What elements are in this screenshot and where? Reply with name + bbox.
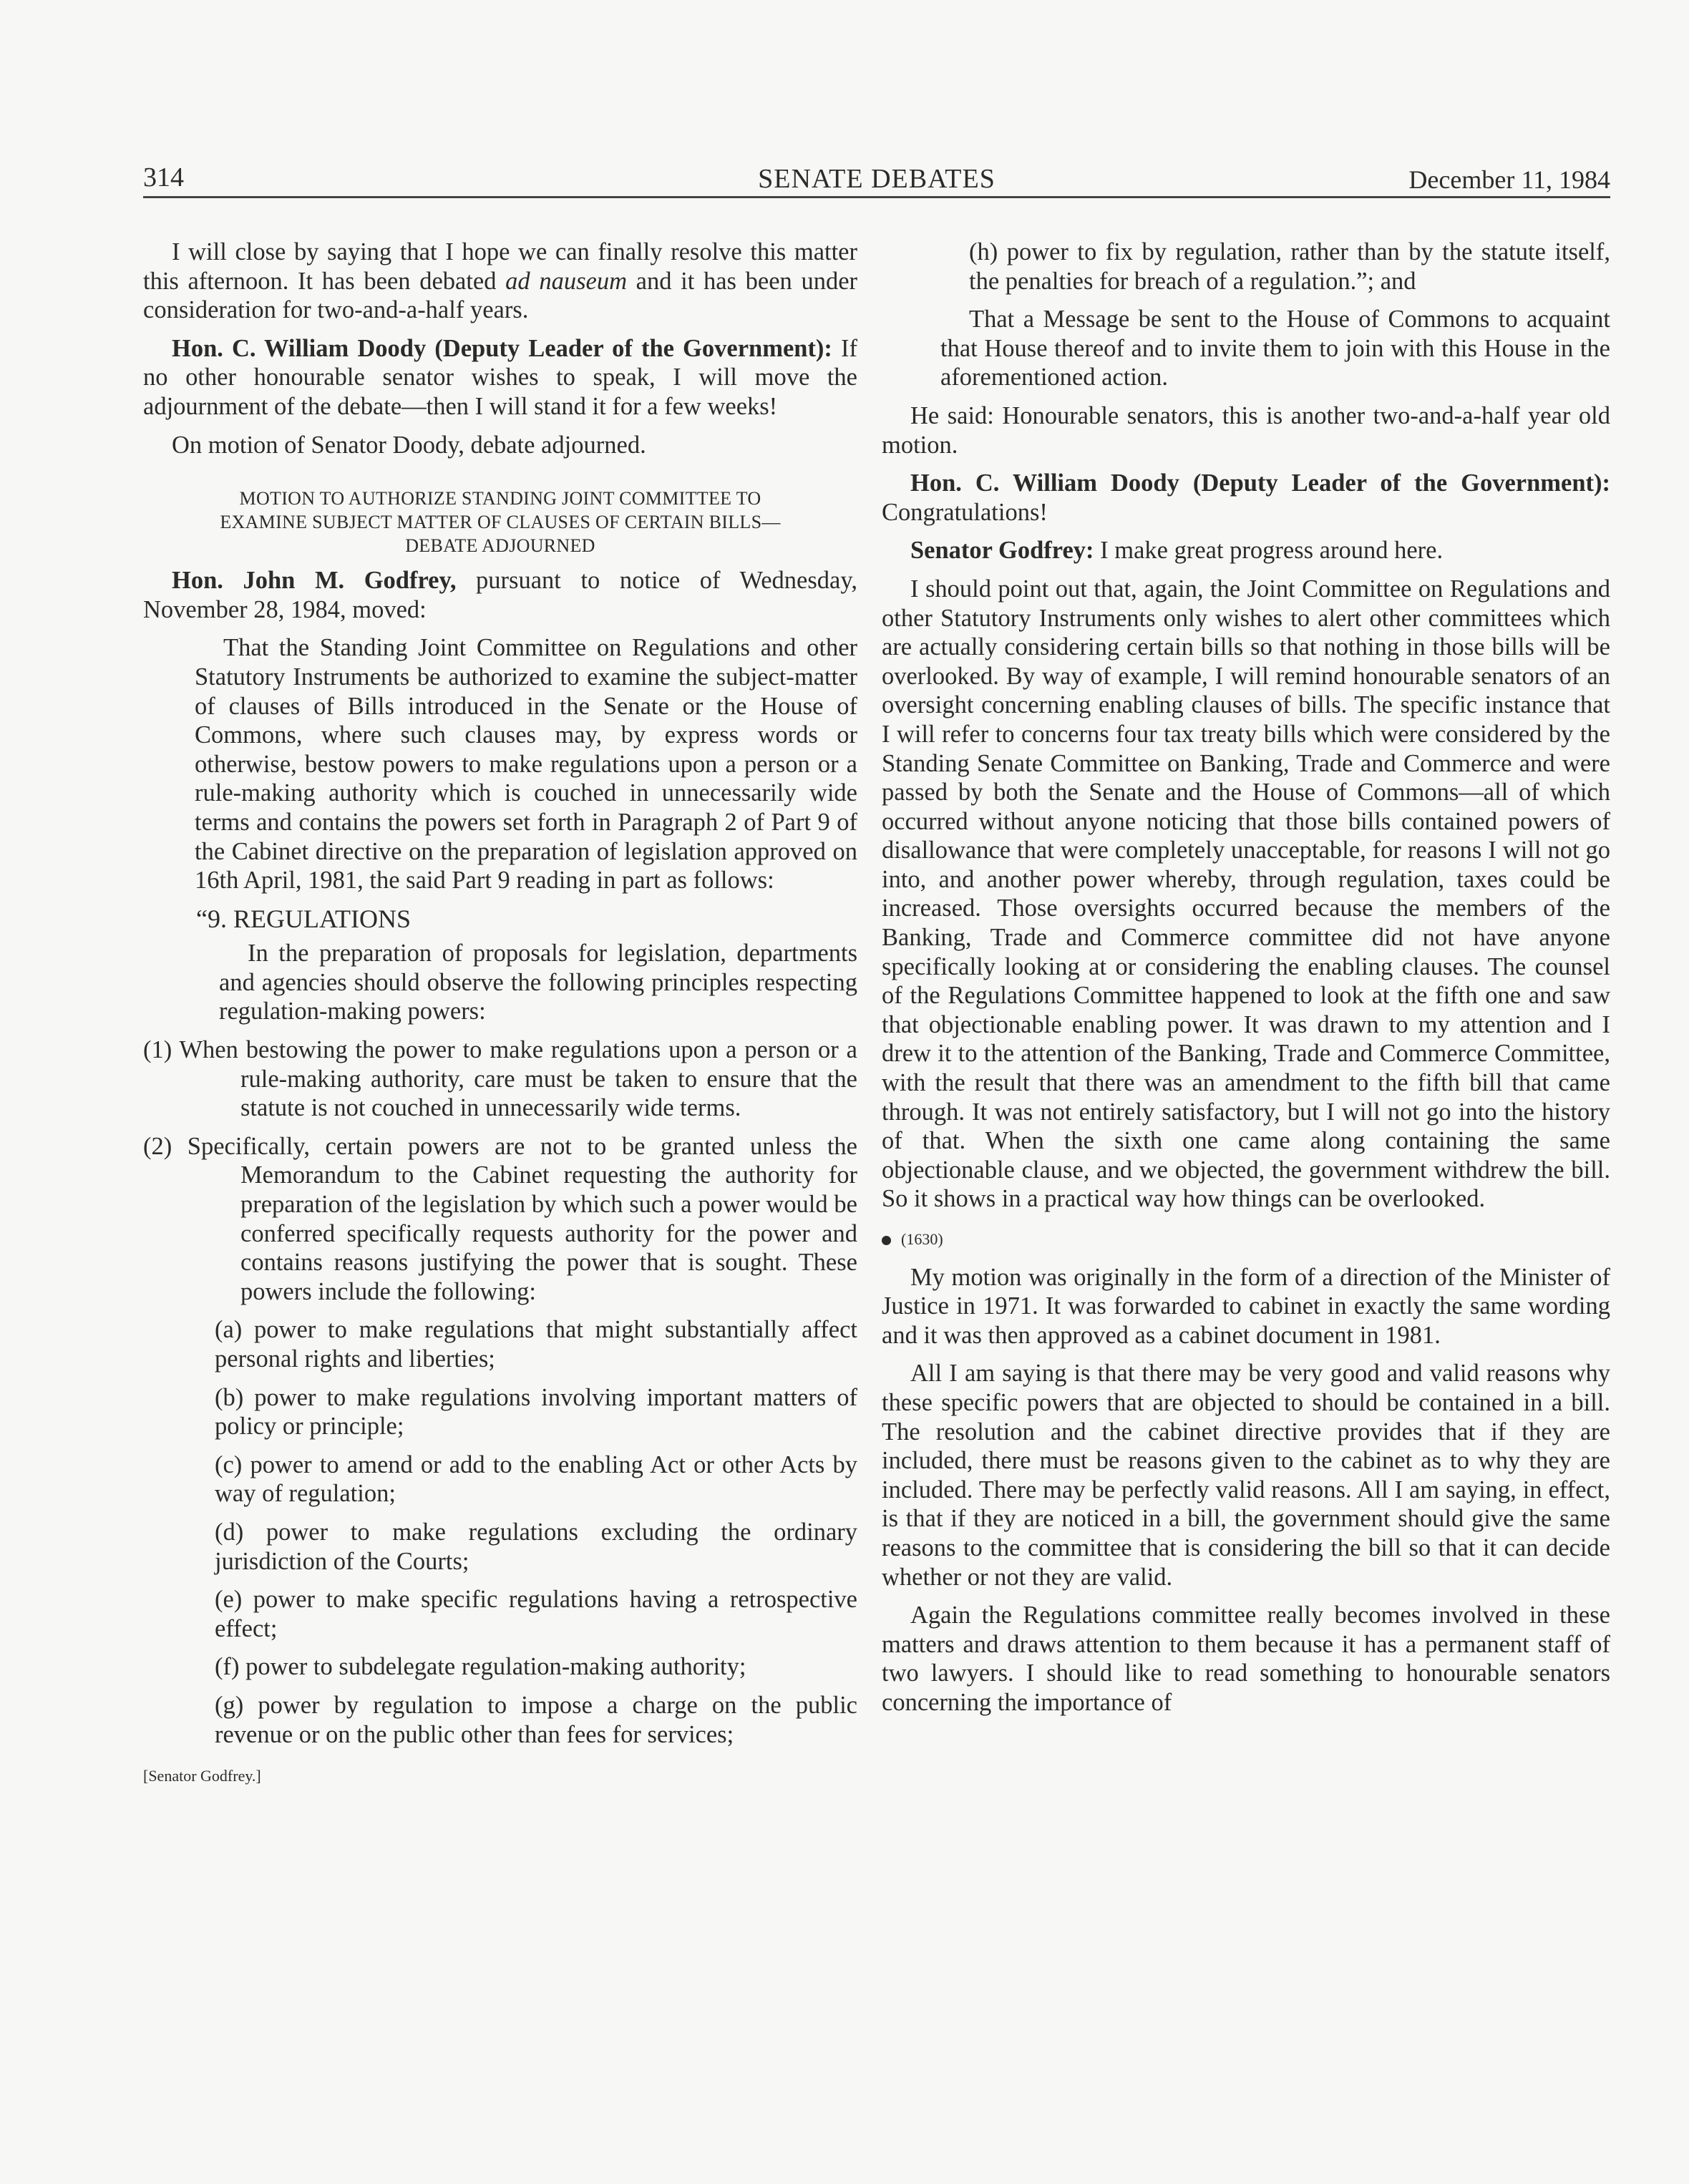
paragraph: All I am saying is that there may be very good and valid reasons why these specific powers that are objected to should be contained in a bill. The resolution and the cabinet directive provides that if they are included, there must be reasons given to the cabinet as to why they are included. There may be perfectly valid reasons. All I am saying, in effect, is that if they are noticed in a bill, the government should give the same reasons to the committee that is considering the bill so that it can decide whether or not they are valid.: [882, 1360, 1610, 1591]
paragraph: Hon. John M. Godfrey, pursuant to notice of Wednesday, November 28, 1984, moved:: [143, 567, 857, 623]
speaker-name: Hon. John M. Godfrey,: [172, 567, 457, 595]
sub-item: (g) power by regulation to impose a charge on the public revenue or on the public other than fees for services;: [215, 1691, 857, 1748]
page-number: 314: [143, 162, 184, 192]
regulations-intro: In the preparation of proposals for legislation, departments and agencies should observe the following principles respecting regulation-making powers:: [219, 940, 857, 1025]
numbered-item: (2) Specifically, certain powers are not to be granted unless the Memorandum to the Cabinet requesting the authority for preparation of the legislation by which such a power would be conferred specifically requests authority for the power and contains reasons justifying the power that is sought. These powers include the following:: [143, 1132, 857, 1305]
paragraph: Senator Godfrey: I make great progress around here.: [910, 537, 1444, 565]
left-column: [143, 238, 857, 1800]
right-column: [882, 238, 1610, 1727]
sub-item: (h) power to fix by regulation, rather than by the statute itself, the penalties for breach of a regulation.”; and: [969, 238, 1610, 295]
motion-text: That the Standing Joint Committee on Regulations and other Statutory Instruments be authorized to examine the subject-matter of clauses of Bills introduced in the Senate or the House of Commons, where such clauses may, by express words or otherwise, bestow powers to make regulations upon a person or a rule-making authority which is couched in unnecessarily wide terms and contains the powers set forth in Paragraph 2 of Part 9 of the Cabinet directive on the preparation of legislation approved on 16th April, 1981, the said Part 9 reading in part as follows:: [195, 634, 857, 894]
message-text: That a Message be sent to the House of Commons to acquaint that House thereof and to invite them to join with this House in the aforementioned action.: [940, 306, 1610, 391]
bullet-icon: [882, 1236, 891, 1245]
paragraph: Hon. C. William Doody (Deputy Leader of the Government): Congratulations!: [882, 469, 1610, 526]
speaker-name: Senator Godfrey:: [910, 537, 1094, 565]
page-footer-note: [Senator Godfrey.]: [143, 1767, 261, 1785]
paragraph: My motion was originally in the form of a direction of the Minister of Justice in 1971. It was forwarded to cabinet in exactly the same wording and it was then approved as a cabinet document in 1981.: [882, 1263, 1610, 1349]
paragraph: I will close by saying that I hope we can finally resolve this matter this afternoon. It has been debated ad nauseum and it has been under consideration for two-and-a-half years.: [143, 238, 857, 324]
sub-item: (b) power to make regulations involving important matters of policy or principle;: [215, 1383, 857, 1440]
paragraph: On motion of Senator Doody, debate adjourned.: [172, 431, 646, 459]
regulations-heading: “9. REGULATIONS: [196, 904, 411, 933]
sub-item: (d) power to make regulations excluding the ordinary jurisdiction of the Courts;: [215, 1518, 857, 1575]
speaker-name: Hon. C. William Doody (Deputy Leader of the Government):: [910, 469, 1610, 497]
paragraph: I should point out that, again, the Joint Committee on Regulations and other Statutory Instruments only wishes to alert other committees which are actually considering certain bills so that nothing in those bills will be overlooked. By way of example, I will remind honourable senators of an oversight concerning enabling clauses of bills. The specific instance that I will refer to concerns four tax treaty bills which were considered by the Standing Senate Committee on Banking, Trade and Commerce and were passed by both the Senate and the House of Commons—all of which occurred without anyone noticing that those bills contained powers of disallowance that were completely unacceptable, for reasons I will not go into, and another power whereby, through regulation, taxes could be increased. Those oversights occurred because the members of the Banking, Trade and Commerce committee did not have anyone specifically looking at or considering the enabling clauses. The counsel of the Regulations Committee happened to look at the fifth one and saw that objectionable enabling power. It was drawn to my attention and I drew it to the attention of the Banking, Trade and Commerce Committee, with the result that there was an amendment to the fifth bill that came through. It was not entirely satisfactory, but I will not go into the history of that. When the sixth one came along containing the same objectionable clause, and we objected, the government withdrew the bill. So it shows in a practical way how things can be overlooked.: [882, 575, 1610, 1213]
section-heading: MOTION TO AUTHORIZE STANDING JOINT COMMITTEE TO EXAMINE SUBJECT MATTER OF CLAUSES OF CERTAIN BILLS— DEBATE ADJOURNED: [220, 488, 781, 557]
time-marker: (1630): [882, 1225, 1610, 1254]
speaker-name: Hon. C. William Doody (Deputy Leader of the Government):: [172, 334, 832, 362]
numbered-item: (1) When bestowing the power to make regulations upon a person or a rule-making authority, care must be taken to ensure that the statute is not couched in unnecessarily wide terms.: [143, 1036, 857, 1122]
paragraph: Again the Regulations committee really becomes involved in these matters and draws attention to them because it has a permanent staff of two lawyers. I should like to read something to honourable senators concerning the importance of: [882, 1602, 1610, 1716]
page-date: December 11, 1984: [1408, 165, 1610, 194]
sub-item: (e) power to make specific regulations having a retrospective effect;: [215, 1586, 857, 1642]
sub-item: (c) power to amend or add to the enabling Act or other Acts by way of regulation;: [215, 1451, 857, 1508]
sub-item: (f) power to subdelegate regulation-making authority;: [215, 1653, 746, 1681]
paragraph: He said: Honourable senators, this is another two-and-a-half year old motion.: [882, 401, 1610, 459]
sub-item: (a) power to make regulations that might substantially affect personal rights and liberties;: [215, 1316, 857, 1373]
page-header: [143, 156, 1610, 198]
publication-title: SENATE DEBATES: [758, 164, 996, 194]
paragraph: Hon. C. William Doody (Deputy Leader of the Government): If no other honourable senator wishes to speak, I will move the adjournment of the debate—then I will stand it for a few weeks!: [143, 334, 858, 420]
